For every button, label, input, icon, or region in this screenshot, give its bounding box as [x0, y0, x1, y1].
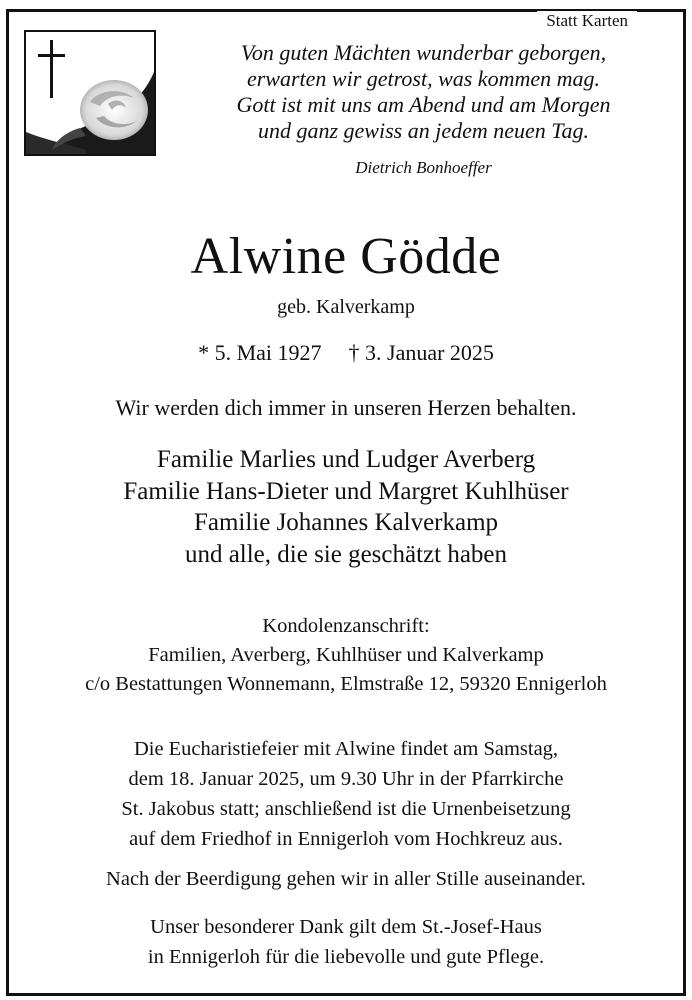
- quote-line: Von guten Mächten wunderbar geborgen,: [240, 40, 607, 65]
- life-dates: [0, 340, 692, 366]
- mourners-list: [0, 444, 692, 570]
- silence-note: Nach der Beerdigung gehen wir in aller Stille auseinander.: [106, 868, 586, 890]
- condolence-line: c/o Bestattungen Wonnemann, Elmstraße 12, 59320 Ennigerloh: [85, 673, 607, 695]
- quote-line: und ganz gewiss an jedem neuen Tag.: [257, 118, 589, 143]
- mourner-line: und alle, die sie geschätzt haben: [184, 540, 508, 568]
- cross-and-rose-icon: [24, 30, 156, 156]
- quote-line: erwarten wir getrost, was kommen mag.: [246, 66, 600, 91]
- service-announcement: [0, 734, 692, 854]
- condolence-line: Familien, Averberg, Kuhlhüser und Kalverkamp: [148, 644, 544, 666]
- mourner-line: Familie Marlies und Ludger Averberg: [156, 446, 536, 473]
- service-line: St. Jakobus statt; anschließend ist die Urnenbeisetzung: [121, 798, 571, 820]
- bonhoeffer-quote: [155, 40, 692, 144]
- mourner-line: Familie Johannes Kalverkamp: [193, 509, 499, 536]
- birth-date: * 5. Mai 1927: [198, 340, 322, 365]
- condolence-address: [0, 612, 692, 699]
- service-line: auf dem Friedhof in Ennigerloh vom Hochkreuz aus.: [129, 828, 563, 850]
- statt-karten-label: Statt Karten: [537, 11, 637, 31]
- quote-line: Gott ist mit uns am Abend und am Morgen: [236, 92, 611, 117]
- quote-author: Dietrich Bonhoeffer: [355, 158, 492, 177]
- service-line: dem 18. Januar 2025, um 9.30 Uhr in der Pfarrkirche: [128, 768, 564, 790]
- thanks-line: Unser besonderer Dank gilt dem St.-Josef-Haus: [150, 916, 542, 938]
- mourner-line: Familie Hans-Dieter und Margret Kuhlhüser: [123, 477, 569, 505]
- thanks-note: [0, 912, 692, 972]
- thanks-line: in Ennigerloh für die liebevolle und gute Pflege.: [147, 946, 545, 968]
- death-date: † 3. Januar 2025: [348, 340, 494, 365]
- birth-name: geb. Kalverkamp: [277, 296, 415, 318]
- service-line: Die Eucharistiefeier mit Alwine findet am Samstag,: [133, 738, 559, 760]
- condolence-heading: Kondolenzanschrift:: [262, 615, 430, 637]
- memorial-motto: Wir werden dich immer in unseren Herzen behalten.: [115, 395, 577, 420]
- deceased-name: Alwine Gödde: [190, 228, 502, 285]
- emblem-graphic: [26, 32, 154, 154]
